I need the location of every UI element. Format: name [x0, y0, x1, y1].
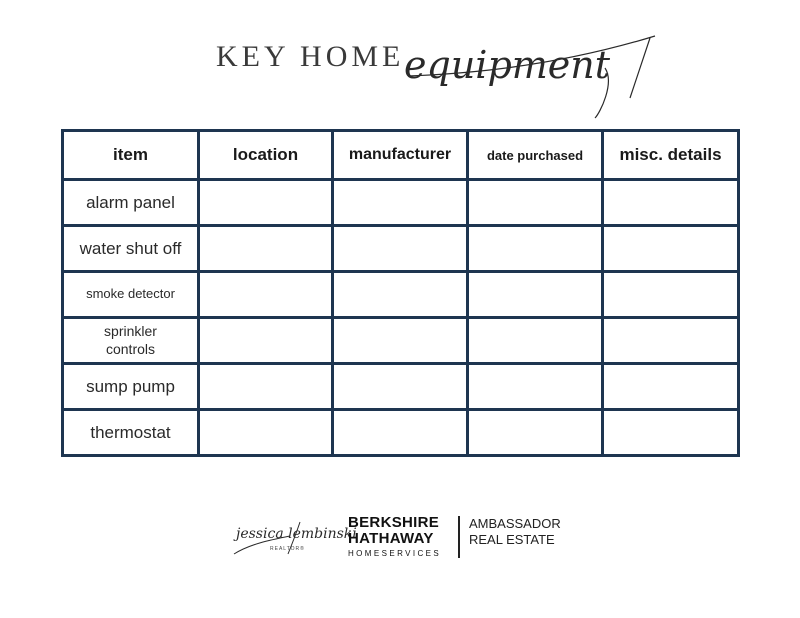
signature-subtext: REALTOR®	[270, 546, 305, 552]
column-header-item: item	[63, 131, 199, 180]
brand-line-1: BERKSHIRE	[348, 514, 440, 531]
cell-manufacturer[interactable]	[333, 364, 468, 410]
signature-logo	[230, 514, 357, 560]
cell-manufacturer[interactable]	[333, 318, 468, 364]
cell-item: water shut off	[63, 226, 199, 272]
cell-location[interactable]	[199, 318, 333, 364]
column-header-manufacturer: manufacturer	[333, 131, 468, 180]
cell-item: thermostat	[63, 410, 199, 456]
cell-location[interactable]	[199, 226, 333, 272]
logo-divider	[458, 516, 460, 558]
cell-location[interactable]	[199, 272, 333, 318]
cell-item: sprinkler controls	[63, 318, 199, 364]
signature-text: jessica lembinski	[236, 526, 357, 542]
page-title: KEY HOME	[216, 40, 405, 73]
cell-misc-details[interactable]	[603, 318, 739, 364]
cell-item: smoke detector	[63, 272, 199, 318]
cell-date-purchased[interactable]	[468, 226, 603, 272]
berkshire-hathaway-logo	[348, 515, 458, 558]
cell-item: alarm panel	[63, 180, 199, 226]
page-header	[0, 0, 800, 125]
brand-line-2: HATHAWAY	[348, 530, 434, 547]
cell-misc-details[interactable]	[603, 364, 739, 410]
cell-misc-details[interactable]	[603, 410, 739, 456]
cell-location[interactable]	[199, 410, 333, 456]
cell-misc-details[interactable]	[603, 226, 739, 272]
equipment-table	[61, 129, 740, 457]
cell-manufacturer[interactable]	[333, 410, 468, 456]
office-line-2: REAL ESTATE	[469, 532, 555, 547]
brand-line-3: HOMESERVICES	[348, 549, 442, 558]
cell-manufacturer[interactable]	[333, 226, 468, 272]
cell-date-purchased[interactable]	[468, 272, 603, 318]
table-row	[63, 318, 739, 364]
cell-location[interactable]	[199, 364, 333, 410]
cell-misc-details[interactable]	[603, 180, 739, 226]
office-name	[469, 516, 575, 548]
office-line-1: AMBASSADOR	[469, 516, 561, 531]
cell-manufacturer[interactable]	[333, 272, 468, 318]
column-header-date-purchased: date purchased	[468, 131, 603, 180]
cell-date-purchased[interactable]	[468, 180, 603, 226]
column-header-misc-details: misc. details	[603, 131, 739, 180]
cell-date-purchased[interactable]	[468, 410, 603, 456]
cell-location[interactable]	[199, 180, 333, 226]
cell-date-purchased[interactable]	[468, 318, 603, 364]
table-row	[63, 272, 739, 318]
title-script-text: equipment	[404, 43, 611, 87]
footer-logos	[230, 512, 575, 562]
cell-manufacturer[interactable]	[333, 180, 468, 226]
table-row	[63, 410, 739, 456]
table-header-row	[63, 131, 739, 180]
table-row	[63, 364, 739, 410]
cell-misc-details[interactable]	[603, 272, 739, 318]
cell-item: sump pump	[63, 364, 199, 410]
cell-date-purchased[interactable]	[468, 364, 603, 410]
table-row	[63, 226, 739, 272]
column-header-location: location	[199, 131, 333, 180]
title-script-equipment	[400, 28, 670, 120]
table-row	[63, 180, 739, 226]
